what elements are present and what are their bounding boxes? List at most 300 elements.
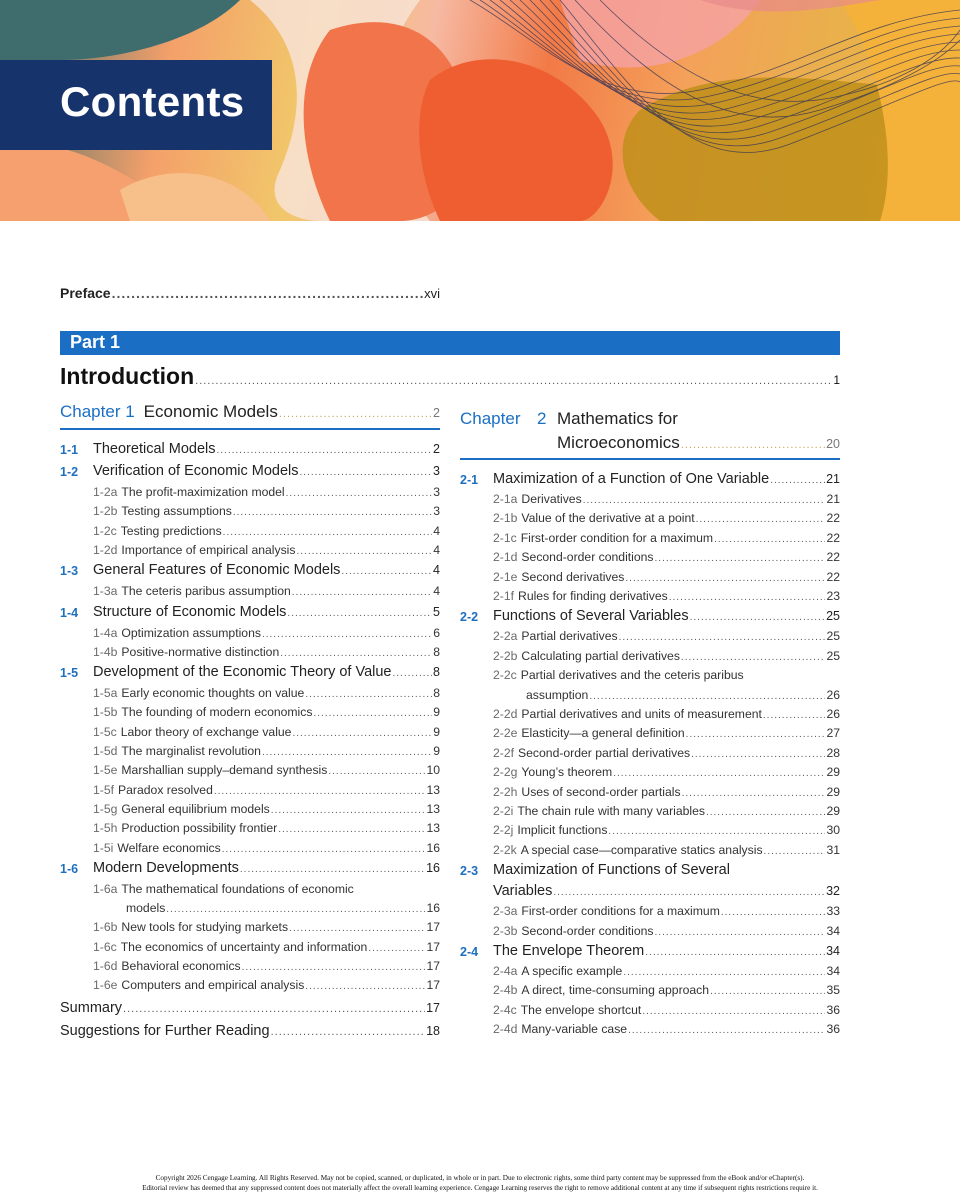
subsection-number: 1-5d — [93, 744, 118, 758]
subsection-number: 1-5a — [93, 686, 118, 701]
subsection-number: 2-2f — [493, 745, 515, 760]
section-page: 16 — [426, 860, 440, 875]
subsection-page: 22 — [826, 550, 840, 565]
subsection-page: 36 — [826, 1002, 840, 1017]
subsection-number: 2-2d — [493, 707, 518, 721]
toc-subsection[interactable] — [493, 904, 840, 918]
toc-subsection[interactable] — [93, 978, 440, 992]
subsection-page: 17 — [426, 978, 440, 993]
subsection-number: 2-4c — [493, 1002, 517, 1017]
subsection-number: 1-5f — [93, 782, 115, 797]
subsection-page: 21 — [826, 492, 840, 506]
toc-subsection[interactable] — [93, 783, 440, 797]
copyright-line-1: Copyright 2026 Cengage Learning. All Rights Reserved. May not be copied, scanned, or duplicated, in whole or in part. Due to electronic rights, some third party content may be suppressed from the eBook and/or eChapter(s). — [155, 1174, 805, 1182]
toc-subsection[interactable] — [93, 626, 440, 640]
toc-subsection[interactable] — [493, 629, 840, 643]
summary-label: Summary — [60, 1000, 123, 1016]
leader-dots — [240, 864, 425, 875]
subsection-number: 2-2a — [493, 629, 518, 644]
subsection-title: Paradox resolved — [118, 782, 213, 797]
subsection-page: 30 — [826, 823, 840, 838]
leader-dots — [300, 467, 433, 478]
subsection-number: 1-5i — [93, 840, 114, 855]
leader-dots — [669, 592, 826, 603]
subsection-page: 22 — [826, 530, 840, 545]
chapter-2-title-row — [557, 433, 840, 453]
summary-page: 17 — [426, 1001, 440, 1015]
subsection-title: Second derivatives — [521, 569, 625, 584]
subsection-title: Partial derivatives and units of measurement — [521, 707, 762, 721]
subsection-page: 29 — [826, 765, 840, 780]
leader-dots — [292, 728, 432, 739]
toc-part-title[interactable] — [60, 363, 840, 390]
toc-section[interactable] — [493, 883, 840, 899]
subsection-number: 2-1d — [493, 550, 518, 565]
leader-dots — [764, 846, 826, 857]
subsection-page: 17 — [426, 959, 440, 973]
subsection-number: 2-2j — [493, 823, 514, 838]
toc-subsection[interactable] — [93, 940, 440, 954]
subsection-number: 2-2b — [493, 648, 518, 663]
toc-subsection[interactable] — [526, 688, 840, 702]
toc-subsection-line1 — [93, 882, 354, 896]
leader-dots — [368, 943, 425, 954]
leader-dots — [123, 1003, 425, 1015]
toc-section[interactable] — [93, 604, 440, 620]
subsection-page: 16 — [426, 901, 440, 916]
section-number: 1-2 — [60, 465, 79, 479]
subsection-page: 16 — [426, 840, 440, 855]
subsection-number: 2-4d — [493, 1022, 518, 1037]
subsection-title: Positive-normative distinction — [121, 644, 280, 659]
section-title: Theoretical Models — [93, 441, 216, 457]
subsection-title: Young’s theorem — [521, 765, 613, 780]
toc-subsection[interactable] — [493, 550, 840, 564]
leader-dots — [682, 788, 826, 799]
toc-subsection[interactable] — [493, 649, 840, 663]
section-title: General Features of Economic Models — [93, 562, 341, 579]
section-number: 1-5 — [60, 666, 79, 681]
leader-dots — [655, 553, 826, 564]
toc-subsection[interactable] — [493, 511, 840, 525]
subsection-title: Importance of empirical analysis — [121, 542, 296, 557]
leader-dots — [583, 495, 826, 506]
part-page: 1 — [833, 373, 840, 387]
subsection-page: 29 — [826, 804, 840, 818]
subsection-title: The founding of modern economics — [121, 705, 313, 720]
subsection-number: 1-2d — [93, 542, 118, 557]
chapter-2-label: Chapter — [460, 409, 521, 428]
toc-subsection[interactable] — [93, 485, 440, 499]
subsection-title: The marginalist revolution — [121, 744, 261, 758]
subsection-page: 10 — [426, 763, 440, 778]
subsection-page: 4 — [433, 523, 440, 538]
leader-dots — [613, 768, 825, 779]
section-number: 2-4 — [460, 945, 479, 959]
toc-subsection[interactable] — [493, 823, 840, 837]
leader-dots — [691, 749, 825, 760]
subsection-page: 25 — [826, 648, 840, 663]
leader-dots — [623, 967, 825, 978]
subsection-number: 1-5c — [93, 724, 117, 739]
toc-section[interactable] — [493, 943, 840, 959]
leader-dots — [112, 285, 424, 301]
subsection-page: 4 — [433, 584, 440, 599]
subsection-number: 2-2h — [493, 784, 518, 799]
subsection-title: Computers and empirical analysis — [121, 978, 305, 993]
chapter-1-label: Chapter 1 — [60, 402, 135, 421]
leader-dots — [217, 445, 433, 456]
subsection-title: Uses of second-order partials — [521, 784, 681, 799]
subsection-number: 2-4a — [493, 964, 518, 978]
leader-dots — [393, 668, 433, 679]
subsection-number: 1-6c — [93, 939, 117, 954]
subsection-page: 26 — [826, 707, 840, 721]
subsection-page: 31 — [826, 842, 840, 857]
leader-dots — [287, 608, 432, 619]
section-title-line2: Variables — [493, 883, 553, 900]
subsection-title-line2: assumption — [526, 687, 589, 702]
subsection-page: 27 — [826, 726, 840, 741]
toc-subsection[interactable] — [93, 959, 440, 973]
toc-subsection[interactable] — [493, 1022, 840, 1036]
toc-subsection[interactable] — [93, 763, 440, 777]
subsection-page: 17 — [426, 939, 440, 954]
toc-subsection[interactable] — [93, 744, 440, 758]
leader-dots — [233, 507, 432, 518]
section-page: 8 — [433, 665, 440, 680]
section-title: Verification of Economic Models — [93, 463, 299, 479]
subsection-title: Elasticity—a general definition — [521, 726, 685, 741]
section-page: 5 — [433, 604, 440, 619]
leader-dots — [242, 962, 426, 973]
leader-dots — [286, 488, 433, 499]
subsection-number: 1-2a — [93, 485, 118, 499]
subsection-title: First-order conditions for a maximum — [521, 904, 720, 919]
subsection-number: 1-4b — [93, 644, 118, 659]
subsection-page: 23 — [826, 589, 840, 603]
toc-subsection[interactable] — [493, 570, 840, 584]
toc-further-reading[interactable] — [60, 1023, 440, 1039]
subsection-page: 29 — [826, 784, 840, 799]
subsection-title: Marshallian supply–demand synthesis — [121, 763, 328, 778]
leader-dots — [642, 1006, 825, 1017]
subsection-number: 1-5g — [93, 801, 118, 816]
leader-dots — [553, 887, 825, 898]
toc-subsection[interactable] — [493, 964, 840, 978]
subsection-number: 1-6d — [93, 959, 118, 973]
leader-dots — [223, 527, 433, 538]
subsection-page: 8 — [433, 686, 440, 701]
toc-subsection[interactable] — [493, 726, 840, 740]
leader-dots — [262, 629, 432, 640]
section-page: 3 — [433, 464, 440, 478]
subsection-number: 2-1b — [493, 511, 518, 526]
leader-dots — [721, 907, 826, 918]
subsection-title: Implicit functions — [517, 823, 608, 838]
subsection-page: 34 — [826, 964, 840, 978]
toc-subsection[interactable] — [493, 1003, 840, 1017]
toc-section[interactable] — [493, 471, 840, 487]
section-number: 2-2 — [460, 610, 479, 625]
toc-section[interactable] — [93, 463, 440, 479]
toc-subsection[interactable] — [93, 686, 440, 700]
leader-dots — [262, 747, 432, 758]
toc-subsection[interactable] — [493, 531, 840, 545]
subsection-number: 1-5e — [93, 763, 118, 778]
subsection-number: 2-4b — [493, 983, 518, 998]
section-number: 2-3 — [460, 864, 479, 879]
subsection-number: 2-3b — [493, 923, 518, 938]
subsection-number: 1-6e — [93, 978, 118, 993]
section-title: Structure of Economic Models — [93, 603, 287, 620]
subsection-page: 22 — [826, 511, 840, 526]
leader-dots — [214, 786, 426, 797]
chapter-1-title: Economic Models — [143, 402, 278, 421]
further-reading-label: Suggestions for Further Reading — [60, 1023, 270, 1039]
subsection-number: 1-3a — [93, 584, 118, 599]
chapter-2-page: 20 — [826, 437, 840, 451]
chapter-2-title-line1: Mathematics for — [557, 409, 678, 428]
subsection-title: Rules for finding derivatives — [518, 589, 668, 603]
leader-dots — [625, 573, 825, 584]
toc-section[interactable] — [93, 441, 440, 457]
subsection-page: 34 — [826, 923, 840, 938]
section-number: 1-4 — [60, 605, 79, 620]
section-number: 1-6 — [60, 861, 79, 876]
section-title: The Envelope Theorem — [493, 943, 645, 959]
leader-dots — [655, 927, 826, 938]
subsection-page: 25 — [826, 629, 840, 644]
leader-dots — [222, 844, 426, 855]
chapter-2-rule — [460, 458, 840, 460]
leader-dots — [166, 904, 425, 915]
toc-summary[interactable] — [60, 1000, 440, 1016]
subsection-title: Production possibility frontier — [121, 821, 278, 836]
subsection-title: Welfare economics — [117, 840, 221, 855]
subsection-number: 2-1a — [493, 492, 518, 506]
subsection-title: First-order condition for a maximum — [520, 530, 714, 545]
subsection-number: 2-1c — [493, 530, 517, 545]
subsection-page: 3 — [433, 504, 440, 519]
section-page: 21 — [826, 472, 840, 486]
toc-subsection[interactable] — [93, 841, 440, 855]
subsection-page: 13 — [426, 801, 440, 816]
subsection-title: The envelope shortcut — [520, 1002, 642, 1017]
toc-subsection[interactable] — [493, 785, 840, 799]
leader-dots — [305, 689, 432, 700]
toc-subsection[interactable] — [126, 901, 440, 915]
page-title: Contents — [60, 78, 245, 125]
subsection-title: Second-order conditions — [521, 550, 654, 565]
preface-label: Preface — [60, 285, 111, 301]
subsection-number: 2-2k — [493, 842, 517, 857]
subsection-number: 2-2g — [493, 765, 518, 780]
toc-subsection[interactable] — [493, 707, 840, 721]
subsection-page: 3 — [433, 485, 440, 499]
subsection-number: 2-2c — [493, 668, 517, 683]
subsection-title: A specific example — [521, 964, 623, 978]
leader-dots — [681, 652, 826, 663]
subsection-number: 1-6a — [93, 881, 118, 896]
subsection-page: 13 — [426, 782, 440, 797]
subsection-title: The chain rule with many variables — [517, 804, 705, 818]
subsection-title: Testing assumptions — [121, 504, 232, 519]
subsection-page: 9 — [433, 705, 440, 720]
subsection-page: 9 — [433, 724, 440, 739]
subsection-page: 22 — [826, 569, 840, 584]
leader-dots — [280, 648, 432, 659]
section-page: 2 — [433, 442, 440, 456]
leader-dots — [341, 566, 432, 577]
subsection-number: 1-4a — [93, 625, 118, 640]
subsection-title: Behavioral economics — [121, 959, 241, 973]
subsection-title: Early economic thoughts on value — [121, 686, 305, 701]
subsection-number: 1-5b — [93, 705, 118, 720]
subsection-page: 8 — [433, 644, 440, 659]
part-label: Part 1 — [70, 332, 121, 352]
copyright-line-2: Editorial review has deemed that any suppressed content does not materially affect the overall learning experience. Cengage Learning reserves the right to remove additional content at any time if subsequent rights restrictions require it. — [142, 1184, 818, 1192]
subsection-number: 1-6b — [93, 920, 118, 935]
subsection-title: Second-order partial derivatives — [518, 745, 691, 760]
section-title: Functions of Several Variables — [493, 608, 689, 625]
toc-subsection[interactable] — [93, 645, 440, 659]
subsection-title: General equilibrium models — [121, 801, 270, 816]
toc-subsection[interactable] — [93, 802, 440, 816]
subsection-title: The economics of uncertainty and information — [120, 939, 368, 954]
leader-dots — [271, 805, 426, 816]
subsection-title: Calculating partial derivatives — [521, 648, 680, 663]
toc-subsection[interactable] — [93, 504, 440, 518]
section-title-line1: Maximization of Functions of Several — [493, 862, 730, 879]
subsection-title: A direct, time-consuming approach — [521, 983, 710, 998]
toc-subsection[interactable] — [93, 543, 440, 557]
part-title: Introduction — [60, 363, 195, 389]
leader-dots — [710, 986, 825, 997]
contents-title-box — [0, 60, 272, 150]
toc-subsection[interactable] — [493, 746, 840, 760]
subsection-number: 2-1f — [493, 589, 515, 603]
further-reading-page: 18 — [426, 1024, 440, 1038]
subsection-page: 33 — [826, 904, 840, 919]
toc-subsection[interactable] — [493, 804, 840, 818]
subsection-title: Labor theory of exchange value — [120, 724, 292, 739]
subsection-title: New tools for studying markets — [121, 920, 289, 935]
subsection-title: Value of the derivative at a point — [521, 511, 695, 526]
subsection-title: Partial derivatives — [521, 629, 618, 644]
subsection-title: Optimization assumptions — [121, 625, 261, 640]
leader-dots — [589, 691, 825, 702]
section-title: Maximization of a Function of One Variable — [493, 471, 770, 487]
section-number: 2-1 — [460, 473, 479, 487]
copyright-notice — [0, 1173, 960, 1193]
toc-subsection[interactable] — [93, 920, 440, 934]
subsection-title: Testing predictions — [120, 523, 222, 538]
subsection-title: Derivatives — [521, 492, 582, 506]
subsection-number: 2-2e — [493, 726, 518, 741]
leader-dots — [690, 612, 826, 623]
leader-dots — [696, 514, 826, 525]
leader-dots — [619, 632, 826, 643]
toc-subsection[interactable] — [493, 983, 840, 997]
toc-subsection[interactable] — [493, 492, 840, 506]
subsection-title-line2: models — [126, 901, 166, 916]
subsection-title: The profit-maximization model — [121, 485, 285, 499]
leader-dots — [297, 546, 433, 557]
toc-subsection[interactable] — [493, 589, 840, 603]
subsection-title: The mathematical foundations of economic — [121, 881, 354, 896]
subsection-number: 1-2b — [93, 504, 118, 519]
toc-subsection[interactable] — [93, 584, 440, 598]
toc-section[interactable] — [93, 562, 440, 578]
toc-section[interactable] — [93, 664, 440, 680]
leader-dots — [706, 807, 825, 818]
subsection-number: 1-2c — [93, 523, 117, 538]
section-title: Modern Developments — [93, 859, 239, 876]
toc-section[interactable] — [493, 608, 840, 624]
subsection-page: 4 — [433, 542, 440, 557]
toc-subsection[interactable] — [493, 924, 840, 938]
subsection-page: 26 — [826, 687, 840, 702]
subsection-page: 28 — [826, 745, 840, 760]
chapter-2-title-line2: Microeconomics — [557, 433, 680, 452]
leader-dots — [686, 729, 826, 740]
toc-subsection[interactable] — [93, 705, 440, 719]
leader-dots — [628, 1025, 825, 1036]
leader-dots — [763, 710, 826, 721]
subsection-page: 36 — [826, 1022, 840, 1037]
subsection-page: 13 — [426, 821, 440, 836]
leader-dots — [714, 534, 825, 545]
leader-dots — [770, 475, 825, 486]
leader-dots — [278, 824, 425, 835]
leader-dots — [328, 766, 425, 777]
toc-preface[interactable] — [60, 285, 440, 301]
leader-dots — [271, 1026, 426, 1038]
subsection-page: 17 — [426, 920, 440, 935]
toc-chapter-1[interactable] — [60, 402, 440, 422]
chapter-1-page: 2 — [433, 406, 440, 420]
toc-subsection[interactable] — [93, 524, 440, 538]
leader-dots — [608, 826, 825, 837]
leader-dots — [292, 587, 432, 598]
header-banner — [0, 0, 960, 221]
toc-subsection[interactable] — [493, 765, 840, 779]
section-page: 32 — [826, 884, 840, 899]
leader-dots — [305, 981, 425, 992]
toc-subsection[interactable] — [93, 821, 440, 835]
subsection-number: 2-2i — [493, 804, 514, 818]
chapter-1-rule — [60, 428, 440, 430]
toc-subsection[interactable] — [93, 725, 440, 739]
leader-dots — [313, 708, 432, 719]
toc-subsection-line1 — [493, 668, 744, 682]
subsection-title: The ceteris paribus assumption — [121, 584, 291, 599]
preface-page: xvi — [424, 286, 440, 301]
leader-dots — [645, 947, 825, 958]
toc-section[interactable] — [93, 860, 440, 876]
part-bar — [60, 331, 840, 355]
toc-subsection[interactable] — [493, 843, 840, 857]
section-page: 25 — [826, 609, 840, 624]
subsection-page: 9 — [433, 744, 440, 758]
subsection-number: 1-5h — [93, 821, 118, 836]
leader-dots — [195, 375, 832, 387]
section-page: 34 — [826, 944, 840, 958]
subsection-number: 2-1e — [493, 569, 518, 584]
chapter-2-number: 2 — [537, 409, 547, 428]
subsection-title: Partial derivatives and the ceteris paribus — [520, 668, 744, 683]
